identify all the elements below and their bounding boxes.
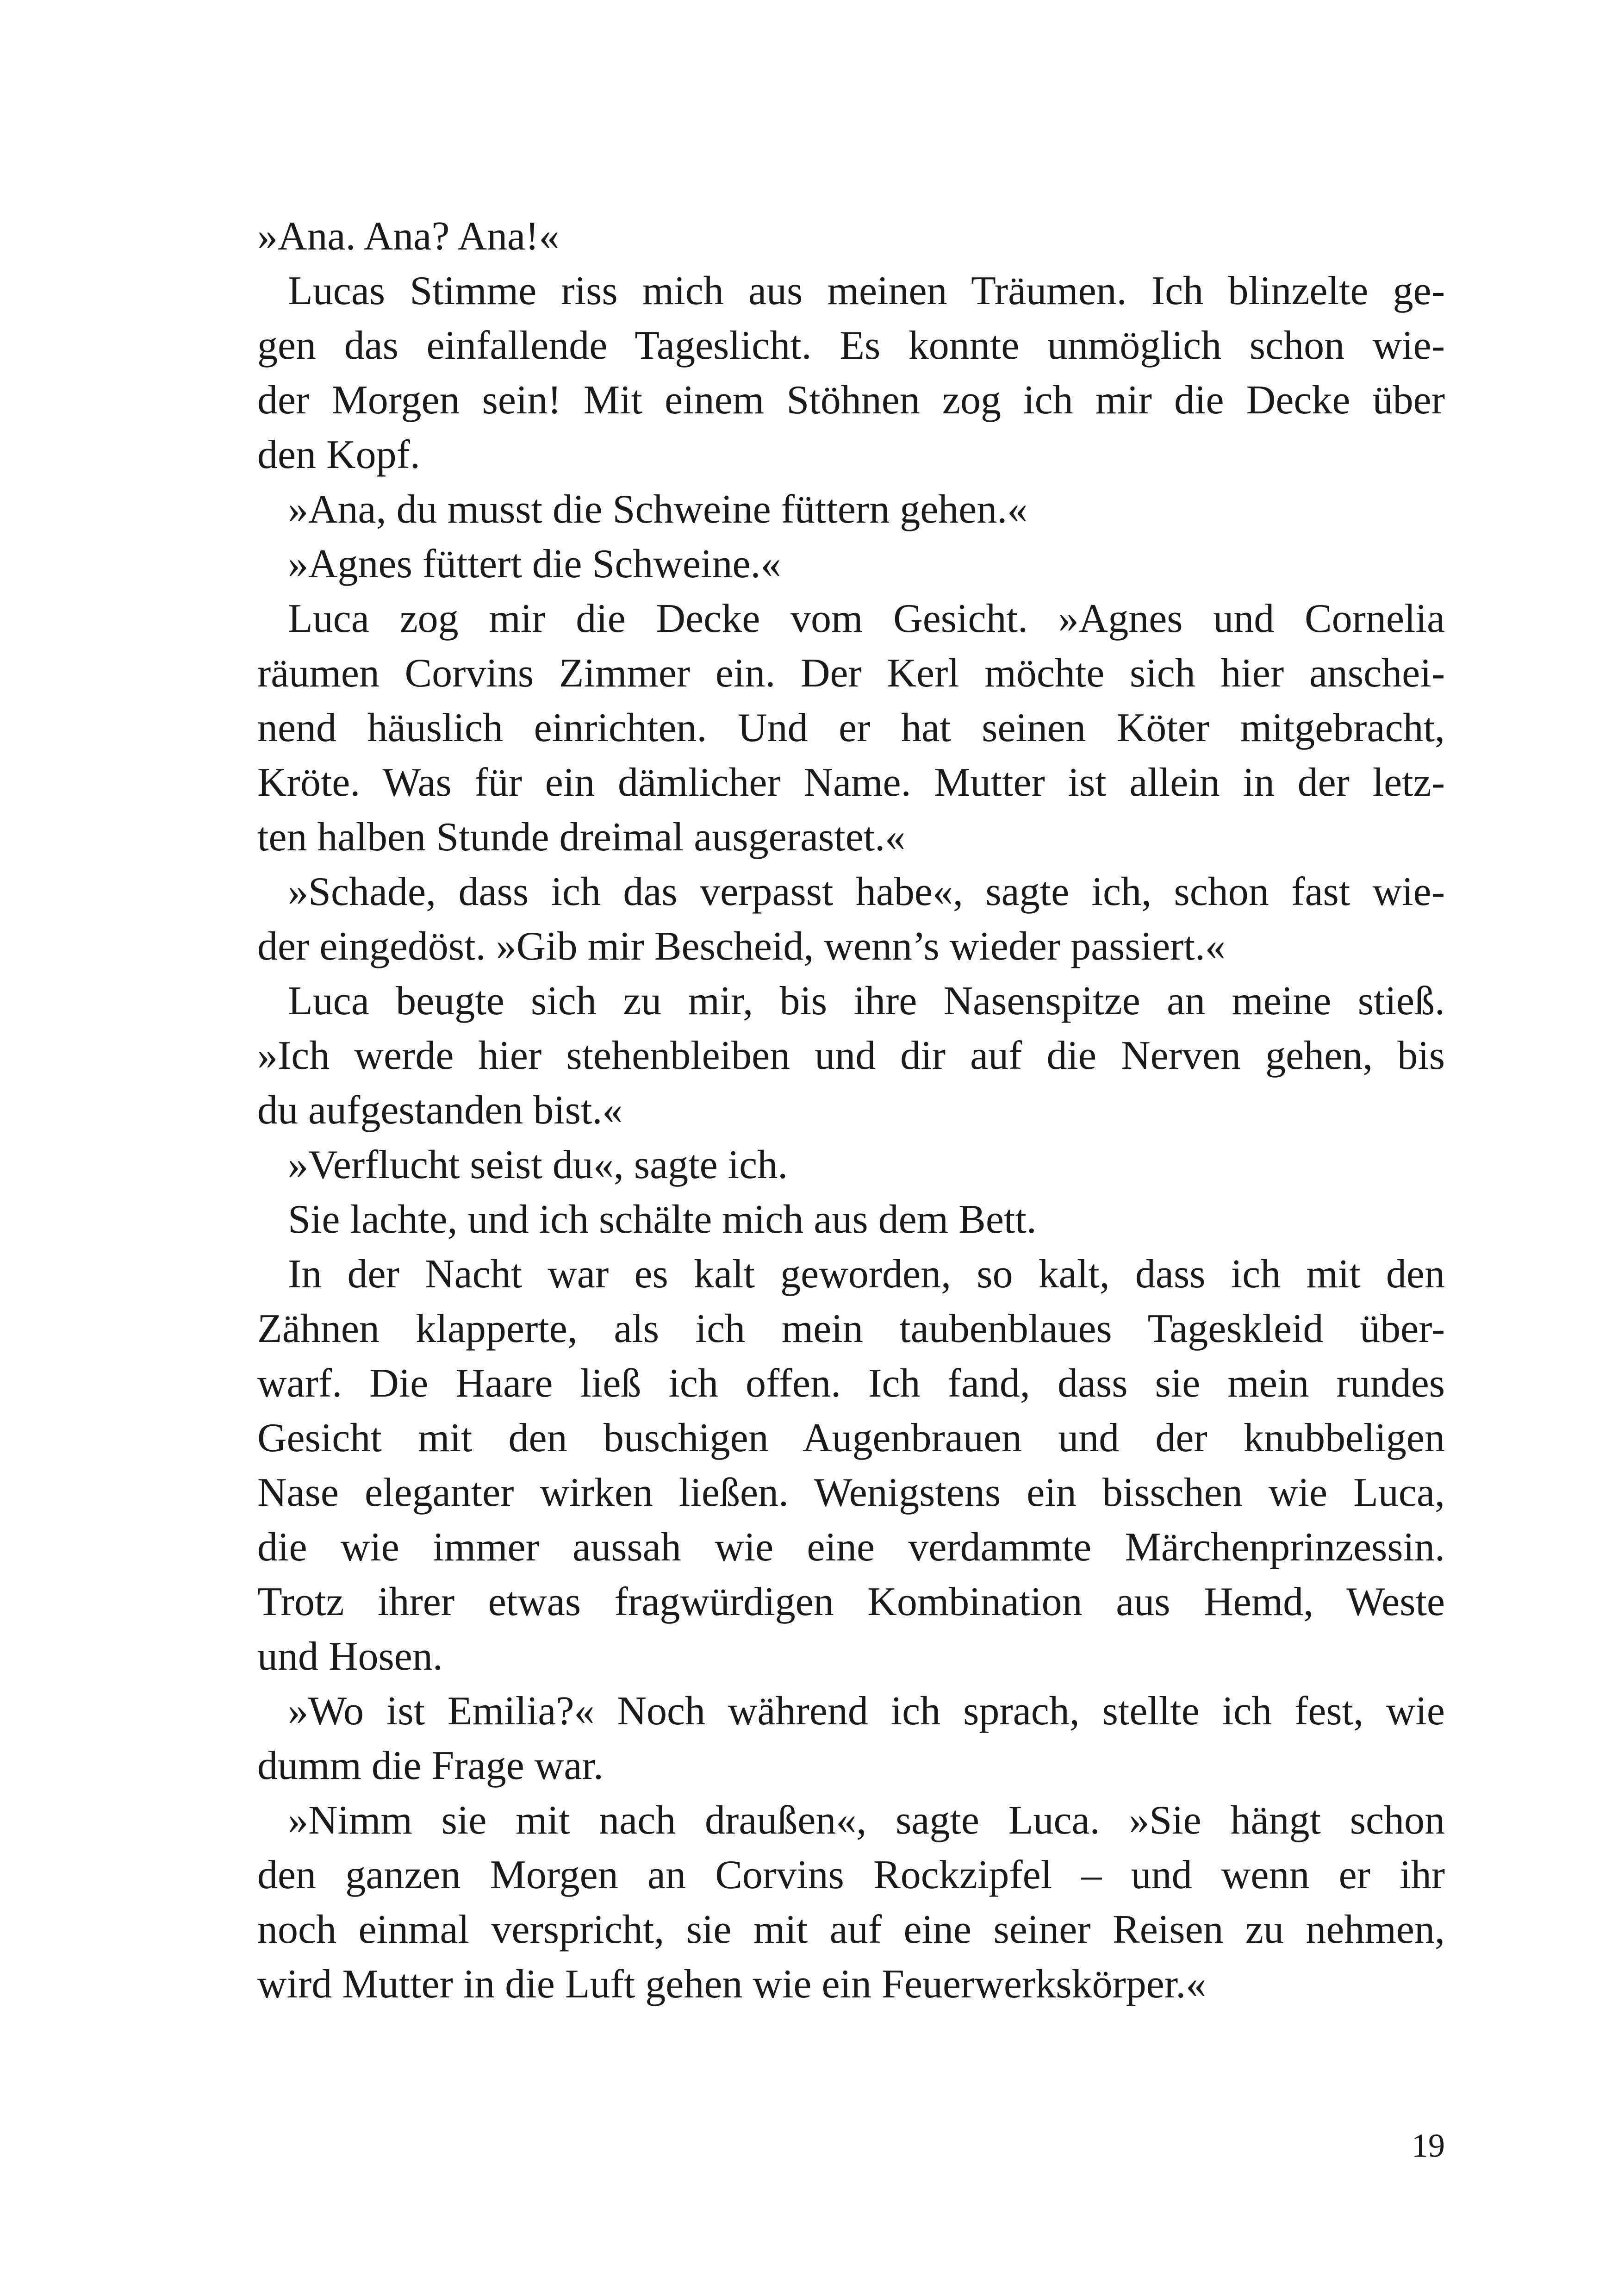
text-line: »Nimm sie mit nach draußen«, sagte Luca. »Sie hängt schon: [288, 1798, 1445, 1843]
text-line: Sie lachte, und ich schälte mich aus dem Bett.: [288, 1197, 1037, 1242]
text-line: der Morgen sein! Mit einem Stöhnen zog ich mir die Decke über: [257, 378, 1445, 423]
text-line: »Agnes füttert die Schweine.«: [288, 542, 781, 586]
text-line: warf. Die Haare ließ ich offen. Ich fand, dass sie mein rundes: [257, 1361, 1445, 1406]
text-line: Zähnen klapperte, als ich mein taubenblaues Tageskleid über-: [257, 1306, 1445, 1351]
text-line: den Kopf.: [257, 432, 420, 477]
text-line: und Hosen.: [257, 1634, 443, 1679]
text-line: noch einmal verspricht, sie mit auf eine seiner Reisen zu nehmen,: [257, 1907, 1445, 1952]
page-number: 19: [1412, 2127, 1445, 2164]
text-line: »Verflucht seist du«, sagte ich.: [288, 1142, 788, 1187]
text-line: Luca beugte sich zu mir, bis ihre Nasenspitze an meine stieß.: [288, 979, 1445, 1023]
text-line: nend häuslich einrichten. Und er hat seinen Köter mitgebracht,: [257, 705, 1445, 750]
text-line: gen das einfallende Tageslicht. Es konnte unmöglich schon wie-: [257, 323, 1445, 368]
text-line: »Schade, dass ich das verpasst habe«, sagte ich, schon fast wie-: [288, 869, 1445, 914]
text-line: »Wo ist Emilia?« Noch während ich sprach, stellte ich fest, wie: [288, 1689, 1445, 1734]
text-line: Luca zog mir die Decke vom Gesicht. »Agnes und Cornelia: [288, 596, 1445, 641]
text-line: »Ana, du musst die Schweine füttern gehen.«: [288, 487, 1028, 532]
text-line: »Ana. Ana? Ana!«: [257, 214, 560, 259]
text-line: den ganzen Morgen an Corvins Rockzipfel – und wenn er ihr: [257, 1853, 1445, 1897]
text-line: Nase eleganter wirken ließen. Wenigstens ein bisschen wie Luca,: [257, 1470, 1445, 1515]
text-line: wird Mutter in die Luft gehen wie ein Feuerwerkskörper.«: [257, 1962, 1207, 2007]
text-line: dumm die Frage war.: [257, 1743, 604, 1788]
text-line: der eingedöst. »Gib mir Bescheid, wenn’s wieder passiert.«: [257, 924, 1226, 969]
text-line: Gesicht mit den buschigen Augenbrauen und der knubbeligen: [257, 1416, 1445, 1460]
text-line: Kröte. Was für ein dämlicher Name. Mutter ist allein in der letz-: [257, 760, 1445, 805]
text-line: Trotz ihrer etwas fragwürdigen Kombination aus Hemd, Weste: [257, 1579, 1445, 1624]
text-line: Lucas Stimme riss mich aus meinen Träumen. Ich blinzelte ge-: [288, 268, 1445, 313]
text-line: ten halben Stunde dreimal ausgerastet.«: [257, 815, 906, 860]
text-line: die wie immer aussah wie eine verdammte Märchenprinzessin.: [257, 1525, 1445, 1570]
text-line: In der Nacht war es kalt geworden, so kalt, dass ich mit den: [288, 1252, 1445, 1297]
text-line: »Ich werde hier stehenbleiben und dir auf die Nerven gehen, bis: [257, 1033, 1445, 1078]
text-line: du aufgestanden bist.«: [257, 1088, 623, 1133]
body-text: [257, 209, 1445, 2012]
text-line: räumen Corvins Zimmer ein. Der Kerl möchte sich hier anschei-: [257, 651, 1445, 696]
